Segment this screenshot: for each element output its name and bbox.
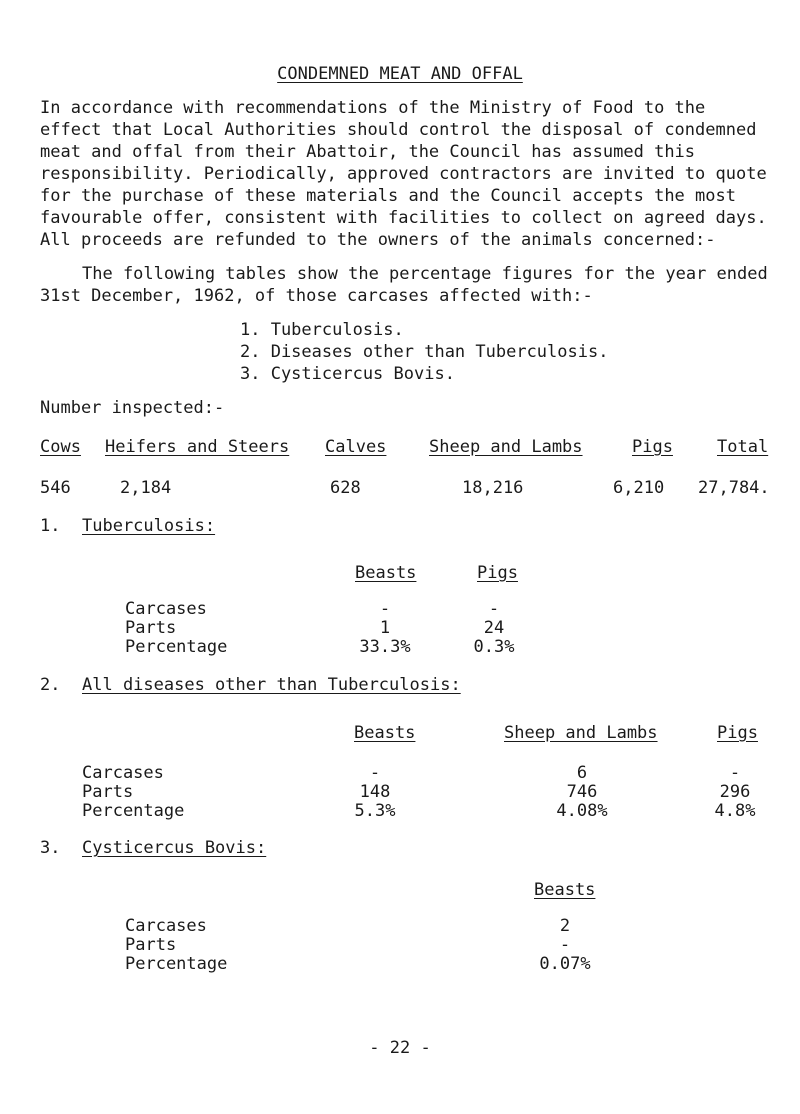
s1-pigs-percentage: 0.3% (473, 637, 515, 657)
s2-beasts-parts: 148 (359, 782, 391, 802)
s2-row-label: Percentage (82, 801, 185, 821)
header-cows: Cows (40, 437, 81, 457)
value-pigs: 6,210 (613, 478, 665, 498)
s1-pigs-carcases: - (488, 599, 500, 619)
intro-line: for the purchase of these materials and the Council accepts the most (40, 186, 736, 206)
s1-row-label: Percentage (125, 637, 228, 657)
header-heifers-steers: Heifers and Steers (105, 437, 290, 457)
tables-intro-line: 31st December, 1962, of those carcases affected with:- (40, 286, 593, 306)
s2-header-sheep-lambs: Sheep and Lambs (504, 723, 658, 743)
page-title: CONDEMNED MEAT AND OFFAL (277, 64, 523, 84)
inspected-label: Number inspected:- (40, 398, 225, 418)
intro-line: All proceeds are refunded to the owners of the animals concerned:- (40, 230, 716, 250)
s2-sheep-percentage: 4.08% (556, 801, 608, 821)
s1-row-label: Parts (125, 618, 177, 638)
s2-pigs-percentage: 4.8% (714, 801, 756, 821)
section2-number: 2. (40, 675, 61, 695)
page-number: - 22 - (369, 1038, 431, 1058)
s2-beasts-percentage: 5.3% (354, 801, 396, 821)
s2-pigs-parts: 296 (719, 782, 751, 802)
s1-header-beasts: Beasts (355, 563, 417, 583)
s2-header-pigs: Pigs (717, 723, 758, 743)
s3-beasts-percentage: 0.07% (539, 954, 591, 974)
value-calves: 628 (330, 478, 361, 498)
value-total: 27,784. (698, 478, 770, 498)
intro-line: effect that Local Authorities should control the disposal of condemned (40, 120, 757, 140)
value-cows: 546 (40, 478, 71, 498)
value-sheep-lambs: 18,216 (462, 478, 524, 498)
tables-intro-line: The following tables show the percentage figures for the year ended (82, 264, 768, 284)
condition-item: 2. Diseases other than Tuberculosis. (240, 342, 609, 362)
s1-row-label: Carcases (125, 599, 207, 619)
s2-beasts-carcases: - (369, 763, 381, 783)
s2-row-label: Carcases (82, 763, 164, 783)
intro-line: In accordance with recommendations of the Ministry of Food to the (40, 98, 706, 118)
header-calves: Calves (325, 437, 387, 457)
section3-number: 3. (40, 838, 61, 858)
s2-row-label: Parts (82, 782, 134, 802)
intro-line: favourable offer, consistent with facilities to collect on agreed days. (40, 208, 767, 228)
s1-header-pigs: Pigs (477, 563, 518, 583)
section3-heading: Cysticercus Bovis: (82, 838, 267, 858)
s3-beasts-parts: - (559, 935, 571, 955)
s1-beasts-parts: 1 (379, 618, 391, 638)
s1-pigs-parts: 24 (483, 618, 505, 638)
section1-number: 1. (40, 516, 61, 536)
s3-row-label: Percentage (125, 954, 228, 974)
intro-line: meat and offal from their Abattoir, the Council has assumed this (40, 142, 696, 162)
s1-beasts-carcases: - (379, 599, 391, 619)
s3-row-label: Parts (125, 935, 177, 955)
s3-row-label: Carcases (125, 916, 207, 936)
section2-heading: All diseases other than Tuberculosis: (82, 675, 461, 695)
s2-sheep-parts: 746 (566, 782, 598, 802)
condition-item: 1. Tuberculosis. (240, 320, 404, 340)
condition-item: 3. Cysticercus Bovis. (240, 364, 455, 384)
s1-beasts-percentage: 33.3% (359, 637, 411, 657)
s3-header-beasts: Beasts (534, 880, 596, 900)
header-sheep-lambs: Sheep and Lambs (429, 437, 583, 457)
section1-heading: Tuberculosis: (82, 516, 216, 536)
header-pigs: Pigs (632, 437, 673, 457)
s2-pigs-carcases: - (729, 763, 741, 783)
s2-sheep-carcases: 6 (576, 763, 588, 783)
intro-line: responsibility. Periodically, approved contractors are invited to quote (40, 164, 767, 184)
header-total: Total (717, 437, 769, 457)
s3-beasts-carcases: 2 (559, 916, 571, 936)
value-heifers-steers: 2,184 (120, 478, 172, 498)
s2-header-beasts: Beasts (354, 723, 416, 743)
